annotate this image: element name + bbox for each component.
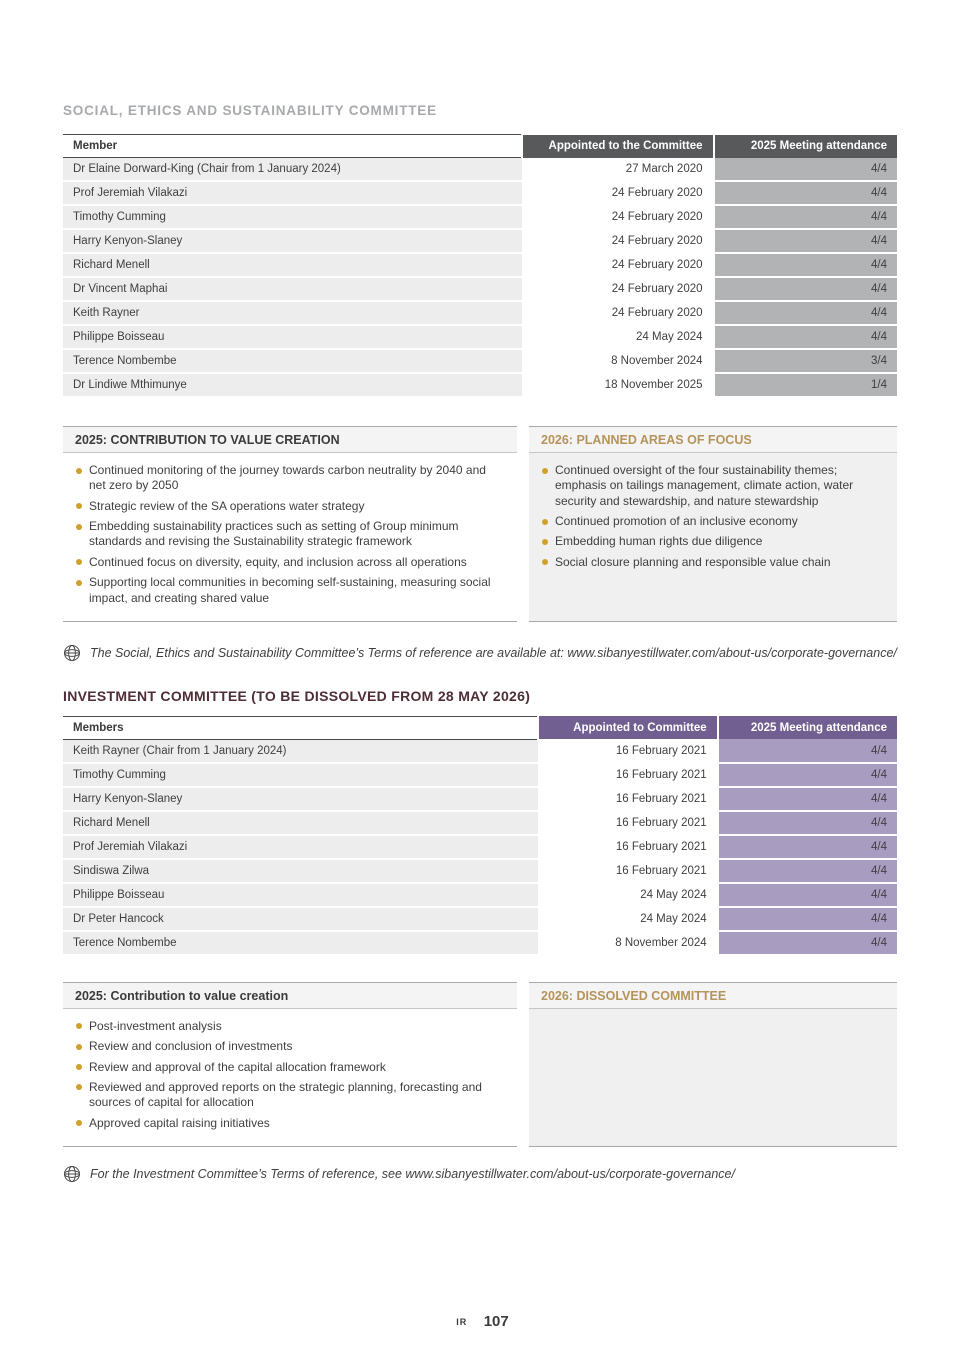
appointed-date-cell: 24 February 2020 (522, 205, 714, 229)
member-name-cell: Prof Jeremiah Vilakazi (63, 181, 522, 205)
table-row (63, 835, 897, 859)
attendance-cell: 4/4 (714, 229, 897, 253)
appointed-date-cell: 16 February 2021 (538, 859, 717, 883)
social-committee-table-body (63, 158, 897, 398)
appointed-date-cell: 24 February 2020 (522, 229, 714, 253)
table-row (63, 229, 897, 253)
social-terms-note (63, 644, 897, 662)
member-name-cell: Terence Nombembe (63, 349, 522, 373)
table-header-row (63, 135, 897, 158)
table-row (63, 883, 897, 907)
table-row (63, 181, 897, 205)
bullet-item: Continued promotion of an inclusive economy (541, 514, 883, 529)
table-header-row (63, 716, 897, 739)
bullet-item: Review and conclusion of investments (75, 1039, 503, 1054)
attendance-cell: 4/4 (718, 787, 897, 811)
table-row (63, 349, 897, 373)
column-header-appointed: Appointed to Committee (538, 716, 717, 739)
investment-focus-boxes (63, 982, 897, 1147)
attendance-cell: 4/4 (718, 931, 897, 955)
member-name-cell: Sindiswa Zilwa (63, 859, 538, 883)
member-name-cell: Richard Menell (63, 811, 538, 835)
bullet-item: Strategic review of the SA operations water strategy (75, 499, 503, 514)
bullet-item: Continued oversight of the four sustainability themes; emphasis on tailings management, climate action, water security and stewardship, and nature stewardship (541, 463, 883, 509)
contribution-2025-box (63, 426, 517, 622)
appointed-date-cell: 24 May 2024 (538, 907, 717, 931)
globe-icon (63, 644, 81, 662)
attendance-cell: 4/4 (714, 158, 897, 182)
member-name-cell: Dr Vincent Maphai (63, 277, 522, 301)
table-row (63, 811, 897, 835)
bullet-item: Supporting local communities in becoming self-sustaining, measuring social impact, and creating shared value (75, 575, 503, 606)
attendance-cell: 4/4 (714, 253, 897, 277)
table-row (63, 931, 897, 955)
member-name-cell: Philippe Boisseau (63, 325, 522, 349)
investment-contribution-2025-list (63, 1009, 517, 1146)
dissolved-2026-box (529, 982, 897, 1147)
appointed-date-cell: 24 February 2020 (522, 277, 714, 301)
attendance-cell: 1/4 (714, 373, 897, 397)
table-row (63, 158, 897, 182)
table-row (63, 787, 897, 811)
appointed-date-cell: 8 November 2024 (522, 349, 714, 373)
bullet-item: Reviewed and approved reports on the strategic planning, forecasting and sources of capital for allocation (75, 1080, 503, 1111)
table-row (63, 301, 897, 325)
attendance-cell: 3/4 (714, 349, 897, 373)
appointed-date-cell: 16 February 2021 (538, 763, 717, 787)
table-row (63, 277, 897, 301)
attendance-cell: 4/4 (718, 835, 897, 859)
member-name-cell: Harry Kenyon-Slaney (63, 787, 538, 811)
bullet-item: Continued focus on diversity, equity, and inclusion across all operations (75, 555, 503, 570)
member-name-cell: Dr Elaine Dorward-King (Chair from 1 January 2024) (63, 158, 522, 182)
bullet-item: Social closure planning and responsible value chain (541, 555, 883, 570)
column-header-appointed: Appointed to the Committee (522, 135, 714, 158)
bullet-item: Embedding human rights due diligence (541, 534, 883, 549)
appointed-date-cell: 16 February 2021 (538, 811, 717, 835)
attendance-cell: 4/4 (718, 811, 897, 835)
investment-terms-note (63, 1165, 897, 1183)
member-name-cell: Terence Nombembe (63, 931, 538, 955)
bullet-item: Continued monitoring of the journey towards carbon neutrality by 2040 and net zero by 2050 (75, 463, 503, 494)
bullet-item: Review and approval of the capital allocation framework (75, 1060, 503, 1075)
planned-focus-2026-box (529, 426, 897, 622)
contribution-2025-title: 2025: CONTRIBUTION TO VALUE CREATION (63, 427, 517, 453)
table-row (63, 739, 897, 763)
investment-committee-table-body (63, 739, 897, 955)
footer-page-number: 107 (483, 1313, 509, 1330)
appointed-date-cell: 8 November 2024 (538, 931, 717, 955)
section-title-social-ethics: SOCIAL, ETHICS AND SUSTAINABILITY COMMITTEE (63, 103, 437, 118)
member-name-cell: Dr Lindiwe Mthimunye (63, 373, 522, 397)
table-row (63, 763, 897, 787)
member-name-cell: Keith Rayner (Chair from 1 January 2024) (63, 739, 538, 763)
member-name-cell: Harry Kenyon-Slaney (63, 229, 522, 253)
attendance-cell: 4/4 (714, 277, 897, 301)
section-title-investment: INVESTMENT COMMITTEE (TO BE DISSOLVED FROM 28 MAY 2026) (63, 687, 531, 704)
bullet-item: Approved capital raising initiatives (75, 1116, 503, 1131)
table-row (63, 859, 897, 883)
attendance-cell: 4/4 (714, 205, 897, 229)
appointed-date-cell: 24 May 2024 (538, 883, 717, 907)
appointed-date-cell: 27 March 2020 (522, 158, 714, 182)
table-row (63, 325, 897, 349)
member-name-cell: Philippe Boisseau (63, 883, 538, 907)
member-name-cell: Prof Jeremiah Vilakazi (63, 835, 538, 859)
social-committee-table (63, 134, 897, 398)
table-row (63, 373, 897, 397)
appointed-date-cell: 24 February 2020 (522, 253, 714, 277)
terms-text: The Social, Ethics and Sustainability Committee’s Terms of reference are available at: www.sibanyestillwater.com/about-us/corporate-governance/ (90, 645, 897, 660)
attendance-cell: 4/4 (714, 301, 897, 325)
terms-text: For the Investment Committee’s Terms of reference, see www.sibanyestillwater.com/about-us/corporate-governance/ (90, 1167, 735, 1182)
appointed-date-cell: 24 February 2020 (522, 181, 714, 205)
appointed-date-cell: 18 November 2025 (522, 373, 714, 397)
investment-contribution-2025-box (63, 982, 517, 1147)
column-header-attendance: 2025 Meeting attendance (718, 716, 897, 739)
appointed-date-cell: 24 May 2024 (522, 325, 714, 349)
table-row (63, 253, 897, 277)
member-name-cell: Keith Rayner (63, 301, 522, 325)
planned-focus-2026-title: 2026: PLANNED AREAS OF FOCUS (529, 427, 897, 453)
footer-report-label: IR (456, 1317, 468, 1327)
bullet-item: Embedding sustainability practices such as setting of Group minimum standards and revising the Sustainability strategic framework (75, 519, 503, 550)
dissolved-2026-list (529, 1009, 897, 1146)
table-row (63, 907, 897, 931)
social-focus-boxes (63, 426, 897, 622)
bullet-item: Post-investment analysis (75, 1019, 503, 1034)
attendance-cell: 4/4 (718, 883, 897, 907)
column-header-members: Members (63, 716, 538, 739)
attendance-cell: 4/4 (714, 325, 897, 349)
planned-focus-2026-list (529, 453, 897, 621)
attendance-cell: 4/4 (718, 763, 897, 787)
member-name-cell: Richard Menell (63, 253, 522, 277)
contribution-2025-list (63, 453, 517, 621)
member-name-cell: Timothy Cumming (63, 205, 522, 229)
investment-committee-table (63, 716, 897, 956)
table-row (63, 205, 897, 229)
member-name-cell: Dr Peter Hancock (63, 907, 538, 931)
member-name-cell: Timothy Cumming (63, 763, 538, 787)
investment-contribution-2025-title: 2025: Contribution to value creation (63, 983, 517, 1009)
globe-icon (63, 1165, 81, 1183)
dissolved-2026-title: 2026: DISSOLVED COMMITTEE (529, 983, 897, 1009)
attendance-cell: 4/4 (718, 859, 897, 883)
attendance-cell: 4/4 (718, 907, 897, 931)
appointed-date-cell: 16 February 2021 (538, 787, 717, 811)
appointed-date-cell: 16 February 2021 (538, 739, 717, 763)
appointed-date-cell: 24 February 2020 (522, 301, 714, 325)
page-footer (0, 1313, 965, 1331)
column-header-attendance: 2025 Meeting attendance (714, 135, 897, 158)
appointed-date-cell: 16 February 2021 (538, 835, 717, 859)
column-header-member: Member (63, 135, 522, 158)
attendance-cell: 4/4 (714, 181, 897, 205)
attendance-cell: 4/4 (718, 739, 897, 763)
